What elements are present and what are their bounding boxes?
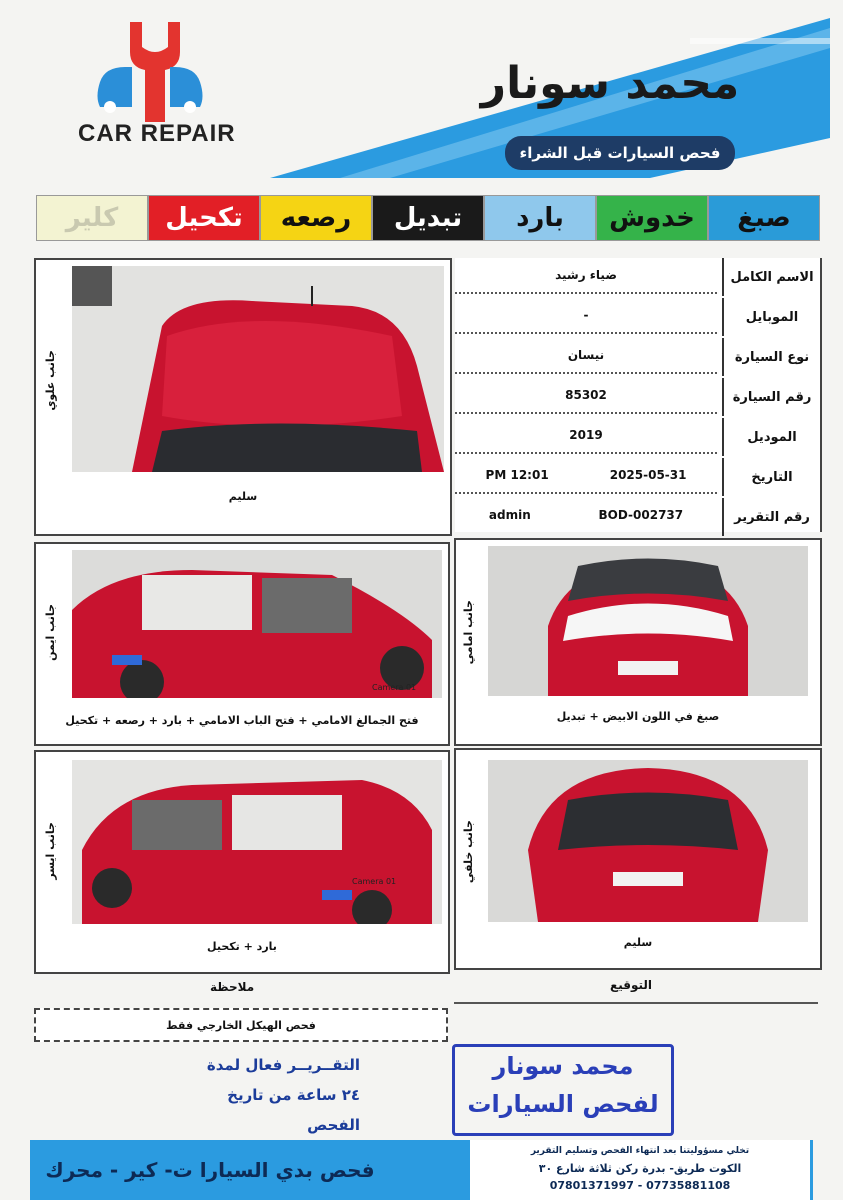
footer-phones: 07801371997 - 07735881108 xyxy=(549,1179,731,1192)
car-type-label: نوع السيارة xyxy=(722,338,820,376)
full-name-label: الاسم الكامل xyxy=(722,258,820,296)
caption-right-side: فتح الجمالغ الامامي + فتح الباب الامامي + بارد + رصعه + تكحيل xyxy=(65,714,419,727)
model-label: الموديل xyxy=(722,418,820,456)
side-label-right: جانب ايمن xyxy=(44,604,57,661)
footer-disclaimer: تخلي مسؤوليتنا بعد انتهاء الفحص وتسليم التقرير xyxy=(530,1146,750,1156)
car-number-label: رقم السيارة xyxy=(722,378,820,416)
caption-left-side: بارد + تكحيل xyxy=(207,940,277,953)
row-date xyxy=(455,458,820,496)
validity-line-2: ٢٤ ساعة من تاريخ الفحص xyxy=(227,1086,360,1134)
row-car-number xyxy=(455,378,820,416)
mobile-label: الموبايل xyxy=(722,298,820,336)
side-label-top: جانب علوي xyxy=(44,350,57,411)
logo-text: CAR REPAIR xyxy=(78,120,236,147)
footer-contact xyxy=(470,1143,810,1194)
full-name-value: ضياء رشيد xyxy=(455,258,717,294)
company-stamp xyxy=(452,1044,674,1136)
panel-rear xyxy=(454,748,822,970)
panel-top xyxy=(34,258,452,536)
date-value: 2025-05-31 xyxy=(609,468,687,482)
legend-polish: تكحيل xyxy=(148,195,260,241)
legend-cold: بارد xyxy=(484,195,596,241)
footer-services: فحص بدي السيارا ت- كير - محرك xyxy=(45,1158,375,1182)
row-mobile xyxy=(455,298,820,336)
stamp-line-2: لفحص السيارات xyxy=(467,1090,659,1118)
report-number: BOD-002737 xyxy=(598,508,684,522)
photo-rear xyxy=(488,760,808,922)
mobile-value: - xyxy=(455,298,717,334)
damage-legend xyxy=(36,195,820,241)
car-number-value: 85302 xyxy=(455,378,717,414)
legend-scratches: خدوش xyxy=(596,195,708,241)
row-model xyxy=(455,418,820,456)
panel-left-side xyxy=(34,750,450,974)
validity-note xyxy=(190,1050,360,1140)
row-full-name xyxy=(455,258,820,296)
photo-front xyxy=(488,546,808,696)
photo-right-side xyxy=(72,550,442,698)
time-value: 12:01 PM xyxy=(485,468,549,482)
caption-top: سليم xyxy=(228,490,258,503)
report-value xyxy=(455,498,717,532)
date-time-value xyxy=(455,458,717,494)
car-type-value: نيسان xyxy=(455,338,717,374)
model-value: 2019 xyxy=(455,418,717,454)
side-label-left: جانب ايسر xyxy=(44,822,57,880)
notes-box: فحص الهيكل الخارجي فقط xyxy=(34,1008,448,1042)
validity-line-1: التقــريــر فعال لمدة xyxy=(206,1056,360,1074)
side-label-front: جانب امامي xyxy=(462,600,475,665)
legend-replace: تبديل xyxy=(372,195,484,241)
panel-front xyxy=(454,538,822,746)
row-car-type xyxy=(455,338,820,376)
report-user: admin xyxy=(488,508,531,522)
camera-label-left: Camera 01 xyxy=(352,877,397,886)
footer-address: الكوت طريق- بدرة ركن ثلاثة شارع ٣٠ xyxy=(538,1162,742,1175)
legend-clear: كلير xyxy=(36,195,148,241)
report-label: رقم التقرير xyxy=(722,498,820,536)
side-label-rear: جانب خلفي xyxy=(462,820,475,884)
camera-label-right: Camera 01 xyxy=(372,683,417,692)
customer-info-table xyxy=(455,258,822,532)
photo-left-side xyxy=(72,760,442,924)
caption-front: صبغ في اللون الابيض + تبديل xyxy=(556,710,720,723)
notes-label: ملاحظة xyxy=(210,980,255,994)
photo-roof xyxy=(72,266,444,472)
signature-line xyxy=(454,1002,818,1004)
brand-name: محمد سونار xyxy=(480,58,740,109)
panel-right-side xyxy=(34,542,450,746)
date-label: التاريخ xyxy=(722,458,820,496)
tagline: فحص السيارات قبل الشراء xyxy=(505,136,735,170)
signature-label: التوقيع xyxy=(610,978,652,992)
row-report xyxy=(455,498,820,536)
legend-paint: صبغ xyxy=(708,195,820,241)
legend-dent: رصعه xyxy=(260,195,372,241)
caption-rear: سليم xyxy=(623,936,653,949)
stamp-line-1: محمد سونار xyxy=(492,1052,634,1080)
